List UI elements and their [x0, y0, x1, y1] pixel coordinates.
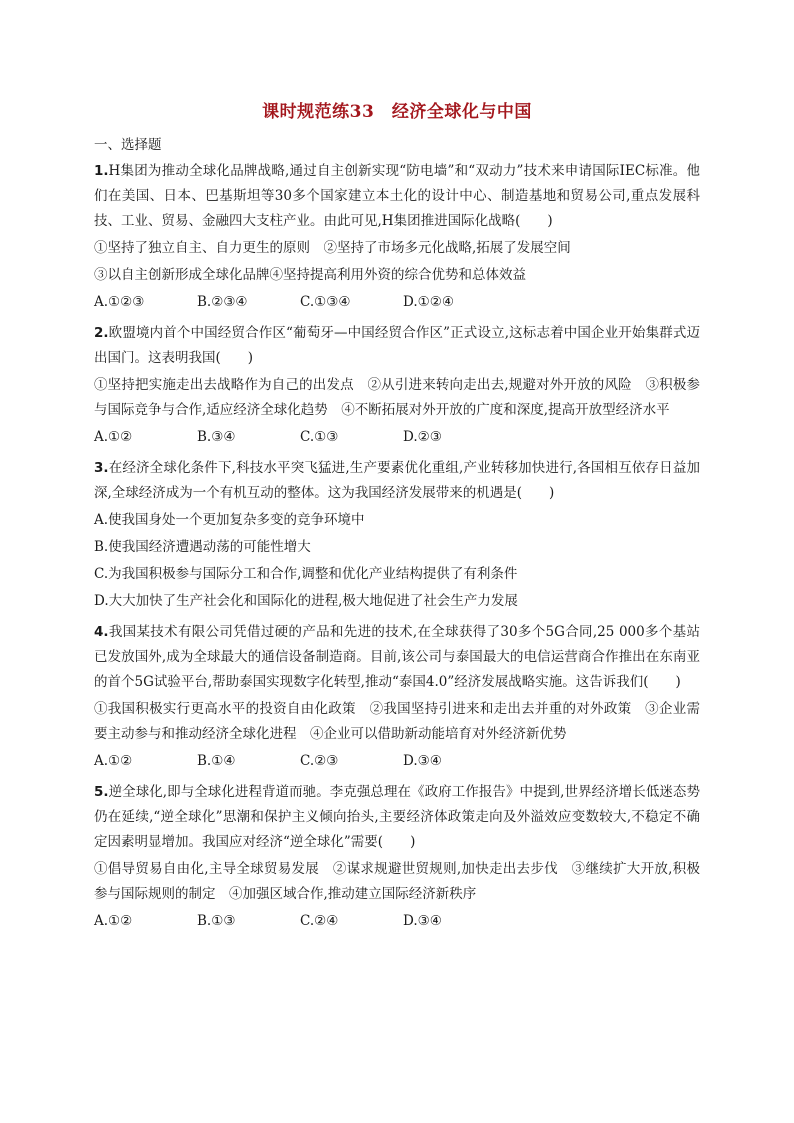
option-b: B.①③: [197, 913, 236, 929]
option-d: D.③④: [403, 913, 442, 929]
option-a: A.①②: [94, 913, 133, 929]
page-title: 课时规范练33 经济全球化与中国: [262, 102, 532, 122]
question-5: [94, 780, 700, 934]
option-a: A.使我国身处一个更加复杂多变的竞争环境中: [94, 512, 365, 528]
question-stem: [94, 159, 700, 234]
question-2: [94, 321, 700, 450]
question-stem: [94, 620, 700, 695]
option-c: C.①③: [300, 429, 339, 445]
options-row: [94, 749, 700, 774]
section-heading: 一、选择题: [94, 137, 162, 153]
statement: ③以自主创新形成全球化品牌④坚持提高利用外资的综合优势和总体效益: [94, 267, 526, 283]
question-stem: [94, 780, 700, 855]
question-1: [94, 159, 700, 315]
statement: ①倡导贸易自由化,主导全球贸易发展 ②谋求规避世贸规则,加快走出去步伐 ③继续扩大开放,积极参与国际规则的制定 ④加强区域合作,推动建立国际经济新秩序: [94, 861, 700, 902]
stem-text: 在经济全球化条件下,科技水平突飞猛进,生产要素优化重组,产业转移加快进行,各国相互依存日益加深,全球经济成为一个有机互动的整体。这为我国经济发展带来的机遇是( ): [94, 460, 700, 501]
option-a: A.①②: [94, 429, 133, 445]
option-d: D.③④: [403, 753, 442, 769]
option-b: B.使我国经济遭遇动荡的可能性增大: [94, 539, 311, 555]
option-b: B.②③④: [197, 294, 248, 310]
question-number: 2.: [94, 325, 109, 341]
options-row: [94, 425, 700, 450]
option-b: B.①④: [197, 753, 236, 769]
question-list: [94, 134, 700, 940]
option-d: D.②③: [403, 429, 442, 445]
question-number: 3.: [94, 460, 109, 476]
option-a: A.①②: [94, 753, 133, 769]
option-c: C.②④: [300, 913, 339, 929]
statement: ①我国积极实行更高水平的投资自由化政策 ②我国坚持引进来和走出去并重的对外政策 ③企业需要主动参与和推动经济全球化进程 ④企业可以借助新动能培育对外经济新优势: [94, 701, 700, 742]
option-c: C.为我国积极参与国际分工和合作,调整和优化产业结构提供了有利条件: [94, 566, 518, 582]
option-c: C.②③: [300, 753, 339, 769]
option-b: B.③④: [197, 429, 236, 445]
options-row: [94, 290, 700, 315]
question-number: 4.: [94, 624, 109, 640]
question-number: 1.: [94, 163, 109, 179]
option-c: C.①③④: [300, 294, 351, 310]
stem-text: H集团为推动全球化品牌战略,通过自主创新实现“防电墙”和“双动力”技术来申请国际IEC标准。他们在美国、日本、巴基斯坦等30多个国家建立本土化的设计中心、制造基地和贸易公司,重点发展科技、工业、贸易、金融四大支柱产业。由此可见,H集团推进国际化战略( ): [94, 163, 700, 229]
statement: ①坚持把实施走出去战略作为自己的出发点 ②从引进来转向走出去,规避对外开放的风险 ③积极参与国际竞争与合作,适应经济全球化趋势 ④不断拓展对外开放的广度和深度,提高开放型经济水平: [94, 377, 700, 418]
stem-text: 逆全球化,即与全球化进程背道而驰。李克强总理在《政府工作报告》中提到,世界经济增长低迷态势仍在延续,“逆全球化”思潮和保护主义倾向抬头,主要经济体政策走向及外溢效应变数较大,不稳定不确定因素明显增加。我国应对经济“逆全球化”需要( ): [94, 784, 700, 850]
question-4: [94, 620, 700, 774]
option-d: D.大大加快了生产社会化和国际化的进程,极大地促进了社会生产力发展: [94, 593, 518, 609]
option-a: A.①②③: [94, 294, 145, 310]
question-3: [94, 456, 700, 614]
option-d: D.①②④: [403, 294, 454, 310]
statement: ①坚持了独立自主、自力更生的原则 ②坚持了市场多元化战略,拓展了发展空间: [94, 240, 571, 256]
question-stem: [94, 321, 700, 371]
options-row: [94, 909, 700, 934]
stem-text: 欧盟境内首个中国经贸合作区“葡萄牙—中国经贸合作区”正式设立,这标志着中国企业开始集群式迈出国门。这表明我国( ): [94, 325, 700, 366]
question-number: 5.: [94, 784, 109, 800]
question-stem: [94, 456, 700, 506]
stem-text: 我国某技术有限公司凭借过硬的产品和先进的技术,在全球获得了30多个5G合同,25 000多个基站已发放国外,成为全球最大的通信设备制造商。目前,该公司与泰国最大的电信运营商合作推出在东南亚的首个5G试验平台,帮助泰国实现数字化转型,推动“泰国4.0”经济发展战略实施。这告诉我们( ): [94, 624, 700, 690]
